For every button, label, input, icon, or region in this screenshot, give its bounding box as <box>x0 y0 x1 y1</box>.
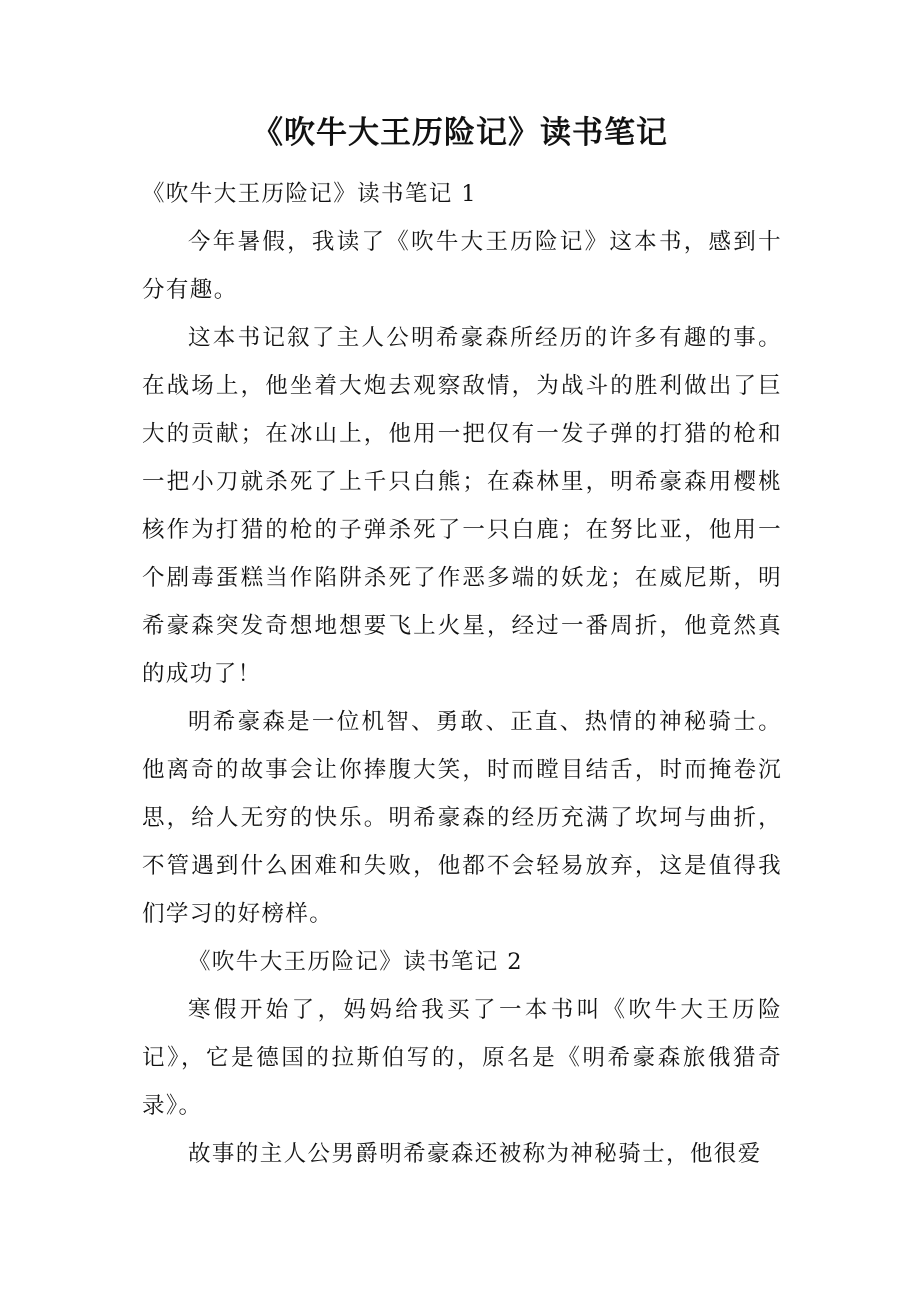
section-1-paragraph-3: 明希豪森是一位机智、勇敢、正直、热情的神秘骑士。他离奇的故事会让你捧腹大笑，时而瞠目结舌，时而掩卷沉思，给人无穷的快乐。明希豪森的经历充满了坎坷与曲折，不管遇到什么困难和失败，他都不会轻易放弃，这是值得我们学习的好榜样。 <box>142 709 782 927</box>
section-1-paragraph-2: 这本书记叙了主人公明希豪森所经历的许多有趣的事。在战场上，他坐着大炮去观察敌情，为战斗的胜利做出了巨大的贡献；在冰山上，他用一把仅有一发子弹的打猎的枪和一把小刀就杀死了上千只白熊；在森林里，明希豪森用樱桃核作为打猎的枪的子弹杀死了一只白鹿；在努比亚，他用一个剧毒蛋糕当作陷阱杀死了作恶多端的妖龙；在威尼斯，明希豪森突发奇想地想要飞上火星，经过一番周折，他竟然真的成功了！ <box>142 325 782 687</box>
section-2-heading: 《吹牛大王历险记》读书笔记 2 <box>188 949 523 975</box>
section-1-heading: 《吹牛大王历险记》读书笔记 1 <box>142 181 477 207</box>
document-body <box>142 170 782 1178</box>
section-2-paragraph-1: 寒假开始了，妈妈给我买了一本书叫《吹牛大王历险记》，它是德国的拉斯伯写的，原名是《明希豪森旅俄猎奇录》。 <box>142 997 782 1119</box>
section-2-paragraph-2: 故事的主人公男爵明希豪森还被称为神秘骑士，他很爱 <box>188 1141 762 1167</box>
document-title: 《吹牛大王历险记》读书笔记 <box>252 115 668 151</box>
section-1-paragraph-1: 今年暑假，我读了《吹牛大王历险记》这本书，感到十分有趣。 <box>142 229 782 303</box>
